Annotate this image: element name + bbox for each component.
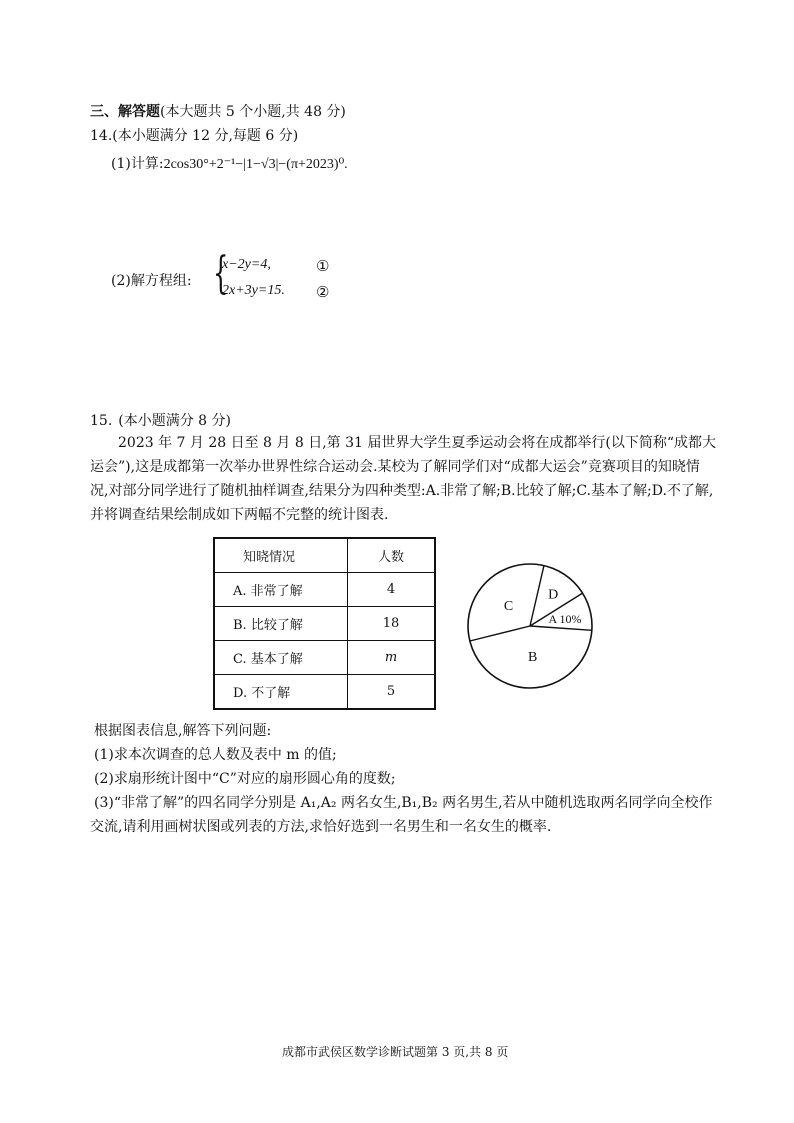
- q14-part1: [111, 153, 348, 173]
- row-label: A. 非常了解: [214, 573, 348, 607]
- q15-sub2: (2)求扇形统计图中“C”对应的扇形圆心角的度数;: [94, 771, 396, 787]
- eq1-text: x−2y=4,: [222, 257, 271, 272]
- pie-chart: [445, 541, 615, 711]
- q15-prompt: 根据图表信息,解答下列问题:: [94, 723, 272, 739]
- slice-divider-a: [530, 626, 592, 630]
- table-row: [214, 641, 435, 675]
- q14-number: 14.: [90, 128, 113, 144]
- q14-part2-label: (2)解方程组:: [111, 273, 192, 289]
- q14-eq2-mark: ②: [316, 285, 330, 301]
- knowledge-table: [213, 537, 436, 710]
- row-value: 5: [348, 675, 436, 710]
- q15-sub1: (1)求本次调查的总人数及表中 m 的值;: [94, 747, 337, 763]
- q14-header: [90, 125, 298, 145]
- section-title: 三、解答题: [90, 104, 160, 120]
- q14-eq1: [222, 257, 271, 273]
- table-row: [214, 573, 435, 607]
- row-label: C. 基本了解: [214, 641, 348, 675]
- pie-label-b: B: [527, 649, 538, 665]
- table-header-count: 人数: [348, 538, 436, 573]
- q15-sub3: (3)“非常了解”的四名同学分别是 A₁,A₂ 两名女生,B₁,B₂ 两名男生,若从中随机选取两名同学向全校作交流,请利用画树状图或列表的方法,求恰好选到一名男生和一名女生的概率.: [90, 795, 713, 835]
- slice-divider-b: [470, 626, 530, 641]
- row-label: B. 比较了解: [214, 607, 348, 641]
- q14-part1-expression: 2cos30°+2⁻¹−|1−√3|−(π+2023)⁰.: [163, 157, 348, 172]
- row-value: 18: [348, 607, 436, 641]
- page-footer: 成都市武侯区数学诊断试题第 3 页,共 8 页: [282, 1045, 509, 1059]
- brace-symbol: {: [213, 248, 229, 299]
- row-value: 4: [348, 573, 436, 607]
- q15-header-text: (本小题满分 8 分): [118, 413, 231, 429]
- table-row: [214, 607, 435, 641]
- row-value: m: [348, 641, 436, 675]
- q14-eq2: [222, 283, 285, 299]
- pie-label-a: A 10%: [548, 611, 582, 626]
- q14-eq1-mark: ①: [316, 259, 330, 275]
- q14-part1-label: (1)计算:: [111, 156, 164, 172]
- section-heading: [90, 101, 346, 121]
- table-header-row: [214, 538, 435, 573]
- q15-header: [90, 410, 231, 430]
- q14-header-text: (本小题满分 12 分,每题 6 分): [112, 128, 299, 144]
- table-row: [214, 675, 435, 710]
- slice-divider-c: [530, 566, 544, 626]
- q15-intro: 2023 年 7 月 28 日至 8 月 8 日,第 31 届世界大学生夏季运动会将在成都举行(以下简称“成都大运会”),这是成都第一次举办世界性综合运动会.某校为了解同学们对“成都大运会”竞赛项目的知晓情况,对部分同学进行了随机抽样调查,结果分为四种类型:A.非常了解;B.比较了解;C.基本了解;D.不了解,并将调查结果绘制成如下两幅不完整的统计图表.: [90, 435, 716, 523]
- eq2-text: 2x+3y=15.: [222, 283, 285, 298]
- pie-label-c: C: [503, 598, 514, 614]
- table-header-status: 知晓情况: [214, 538, 348, 573]
- section-note: (本大题共 5 个小题,共 48 分): [160, 104, 346, 120]
- row-label: D. 不了解: [214, 675, 348, 710]
- q15-number: 15.: [90, 413, 113, 429]
- pie-label-d: D: [548, 587, 559, 603]
